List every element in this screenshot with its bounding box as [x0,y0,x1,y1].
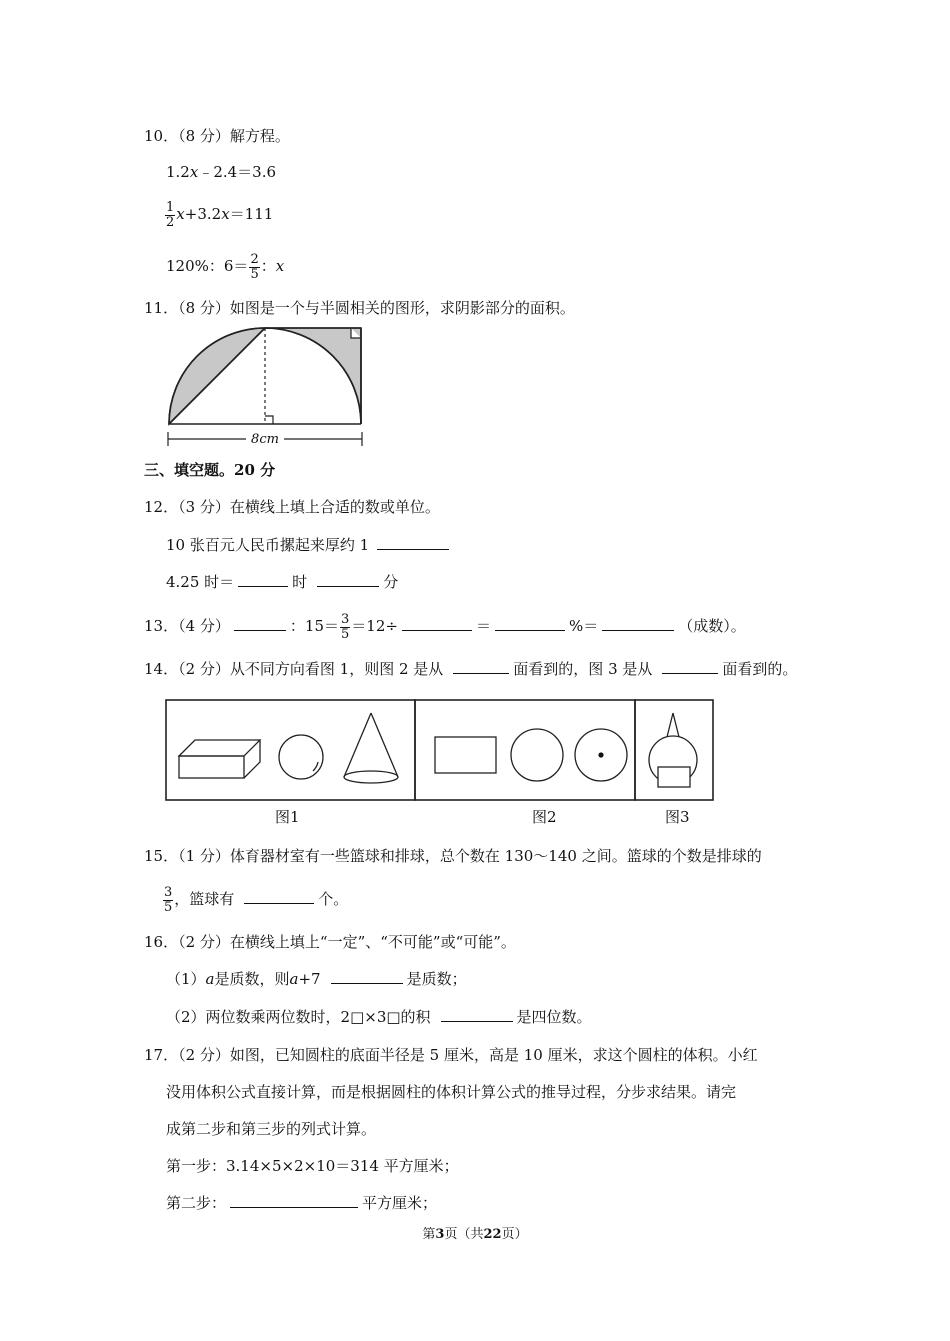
q16-header: 16．（2 分）在横线上填上“一定”、“不可能”或“可能”。 [144,933,516,951]
q10-equation-1: 1.2x﹣2.4＝3.6 [166,163,277,181]
q12-line-1: 10 张百元人民币摞起来厚约 1 [166,535,453,555]
q13-line: 13．（4 分） ：15＝ $\frac{3}{5}$ ＝12÷ ＝ %＝ （成数）。 [144,611,746,642]
fig3-view [649,713,697,787]
fig2-frame [415,700,635,800]
answer-blank[interactable] [602,616,674,631]
q12-line-2: 4.25 时＝ 时 分 [166,573,399,591]
q14-line: 14．（2 分）从不同方向看图 1，则图 2 是从 面看到的，图 3 是从 面看到的。 [144,660,798,678]
front-view-rectangle [435,737,496,773]
section-3-title: 三、填空题。20 分 [144,461,276,479]
q10-equation-2: $\frac{1}{2}$ x+3.2x＝111 [166,199,274,230]
fraction: $\frac{3}{5}$ [164,884,173,915]
dimension-label: 8cm [251,432,279,447]
q17-line-3: 成第二步和第三步的列式计算。 [166,1120,377,1138]
answer-blank[interactable] [230,1193,358,1208]
fraction: $\frac{1}{2}$ [166,199,175,230]
q11-header: 11．（8 分）如图是一个与半圆相关的图形，求阴影部分的面积。 [144,299,575,317]
q15-line-1: 15．（1 分）体育器材室有一些篮球和排球，总个数在 130～140 之间。篮球的个数是排球的 [144,847,762,865]
cuboid-shape [179,740,260,778]
page-footer: 第3页（共22页） [422,1227,528,1242]
answer-blank[interactable] [495,616,565,631]
semicircle-figure [160,326,370,452]
answer-blank[interactable] [331,969,403,984]
q12-header: 12．（3 分）在横线上填上合适的数或单位。 [144,498,440,516]
q17-step-1: 第一步：3.14×5×2×10＝314 平方厘米； [166,1157,459,1175]
answer-blank[interactable] [234,616,286,631]
shaded-corner [265,328,361,424]
answer-blank[interactable] [244,889,314,904]
view-circle [511,729,563,781]
semicircle-shapes [168,328,362,446]
q17-line-2: 没用体积公式直接计算，而是根据圆柱的体积计算公式的推导过程，分步求结果。请完 [166,1083,737,1101]
fig1-caption: 图1 [275,808,300,826]
cone-shape [344,713,398,783]
answer-blank[interactable] [377,535,449,550]
answer-blank[interactable] [441,1007,513,1022]
fig3-caption: 图3 [665,808,690,826]
fig2-caption: 图2 [532,808,557,826]
fig1-frame [166,700,415,800]
answer-blank[interactable] [317,572,379,587]
answer-blank[interactable] [662,659,718,674]
answer-blank[interactable] [453,659,509,674]
fraction: $\frac{3}{5}$ [341,611,350,642]
q16-line-2: （2）两位数乘两位数时，2□×3□的积 是四位数。 [166,1008,592,1026]
q16-line-1: （1）a是质数，则a+7 是质数； [166,970,467,988]
right-angle-mark [265,416,273,424]
cone-apex-dot [598,752,603,757]
q17-line-1: 17．（2 分）如图，已知圆柱的底面半径是 5 厘米，高是 10 厘米，求这个圆柱的体积。小红 [144,1046,758,1064]
three-views-figure [165,699,715,803]
q17-step-2: 第二步： 平方厘米； [166,1194,438,1212]
sphere-shape [279,735,323,779]
q10-equation-3: 120%：6＝ $\frac{2}{5}$ ：x [166,251,285,282]
answer-blank[interactable] [238,572,288,587]
q10-header: 10．（8 分）解方程。 [144,127,290,145]
q15-line-2: $\frac{3}{5}$ ，篮球有 个。 [164,884,349,915]
answer-blank[interactable] [402,616,472,631]
fraction: $\frac{2}{5}$ [250,251,259,282]
